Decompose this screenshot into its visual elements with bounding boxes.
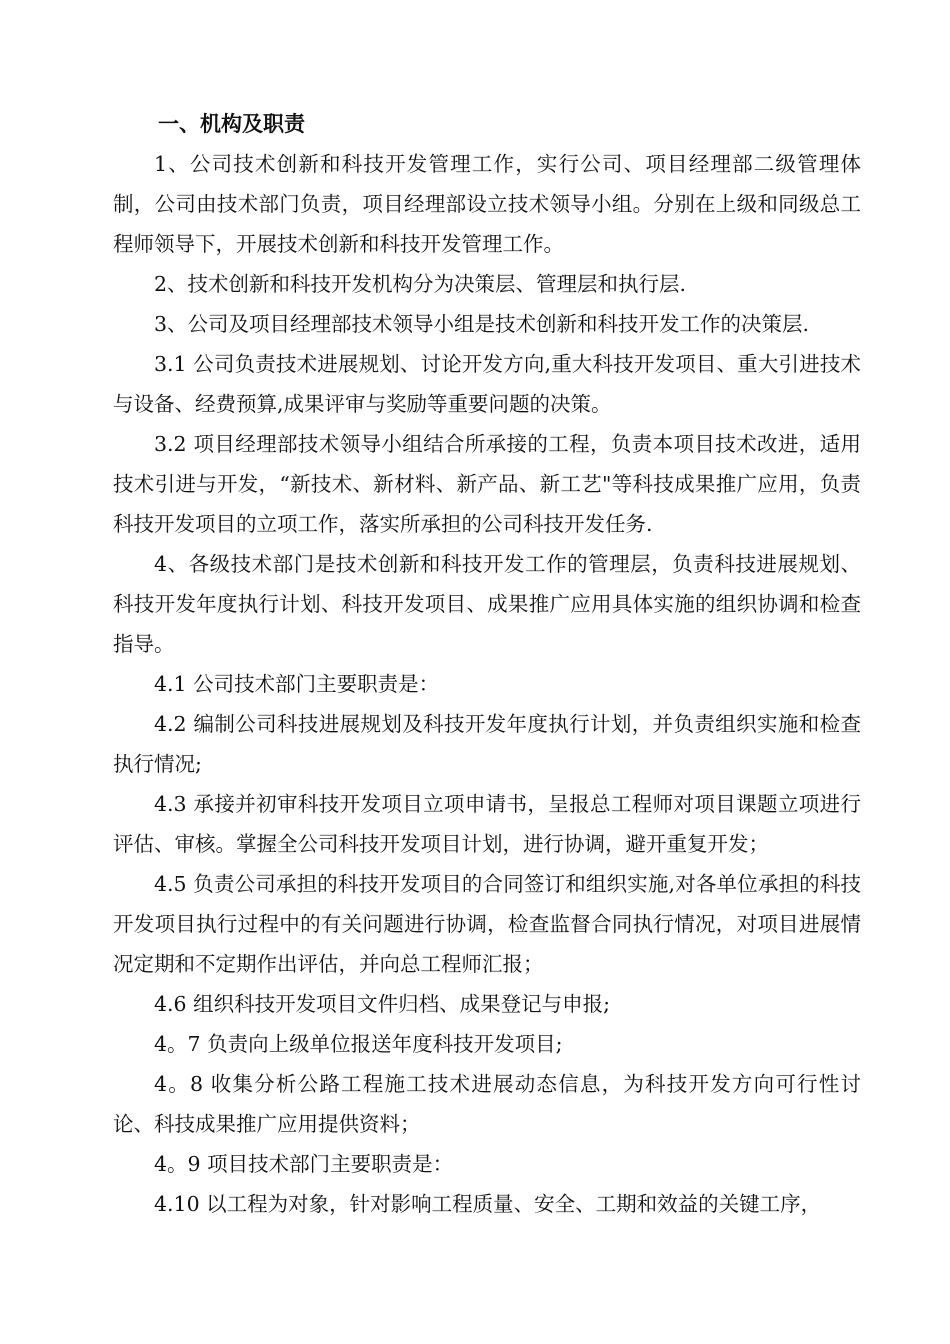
paragraph-4-7: 4。7 负责向上级单位报送年度科技开发项目; (154, 1032, 563, 1056)
paragraph-4-1: 4.1 公司技术部门主要职责是： (154, 672, 440, 696)
paragraph-4: 4、各级技术部门是技术创新和科技开发工作的管理层，负责科技进展规划、科技开发年度执行计划、科技开发项目、成果推广应用具体实施的组织协调和检查指导。 (113, 552, 861, 656)
paragraph-1: 1、公司技术创新和科技开发管理工作，实行公司、项目经理部二级管理体制，公司由技术部门负责，项目经理部设立技术领导小组。分别在上级和同级总工程师领导下，开展技术创新和科技开发管理工作。 (113, 152, 861, 256)
paragraph-4-9: 4。9 项目技术部门主要职责是： (154, 1152, 454, 1176)
paragraph-2: 2、技术创新和科技开发机构分为决策层、管理层和执行层. (154, 272, 687, 296)
paragraph-4-5: 4.5 负责公司承担的科技开发项目的合同签订和组织实施,对各单位承担的科技开发项目执行过程中的有关问题进行协调，检查监督合同执行情况，对项目进展情况定期和不定期作出评估，并向总工程师汇报； (113, 872, 861, 976)
paragraph-3: 3、公司及项目经理部技术领导小组是技术创新和科技开发工作的决策层. (154, 312, 810, 336)
paragraph-4-8: 4。8 收集分析公路工程施工技术进展动态信息，为科技开发方向可行性讨论、科技成果推广应用提供资料； (113, 1072, 861, 1136)
section-heading: 一、机构及职责 (158, 111, 305, 136)
paragraph-4-2: 4.2 编制公司科技进展规划及科技开发年度执行计划，并负责组织实施和检查执行情况; (113, 712, 861, 776)
paragraph-4-10: 4.10 以工程为对象，针对影响工程质量、安全、工期和效益的关键工序， (154, 1192, 822, 1216)
document-body (113, 104, 861, 1224)
paragraph-3-2: 3.2 项目经理部技术领导小组结合所承接的工程，负责本项目技术改进，适用技术引进与开发，“新技术、新材料、新产品、新工艺"等科技成果推广应用，负责科技开发项目的立项工作，落实所承担的公司科技开发任务. (113, 432, 861, 536)
paragraph-4-6: 4.6 组织科技开发项目文件归档、成果登记与申报; (154, 992, 611, 1016)
paragraph-4-3: 4.3 承接并初审科技开发项目立项申请书，呈报总工程师对项目课题立项进行评估、审核。掌握全公司科技开发项目计划，进行协调，避开重复开发； (113, 792, 861, 856)
paragraph-3-1: 3.1 公司负责技术进展规划、讨论开发方向,重大科技开发项目、重大引进技术与设备、经费预算,成果评审与奖励等重要问题的决策。 (113, 352, 861, 416)
